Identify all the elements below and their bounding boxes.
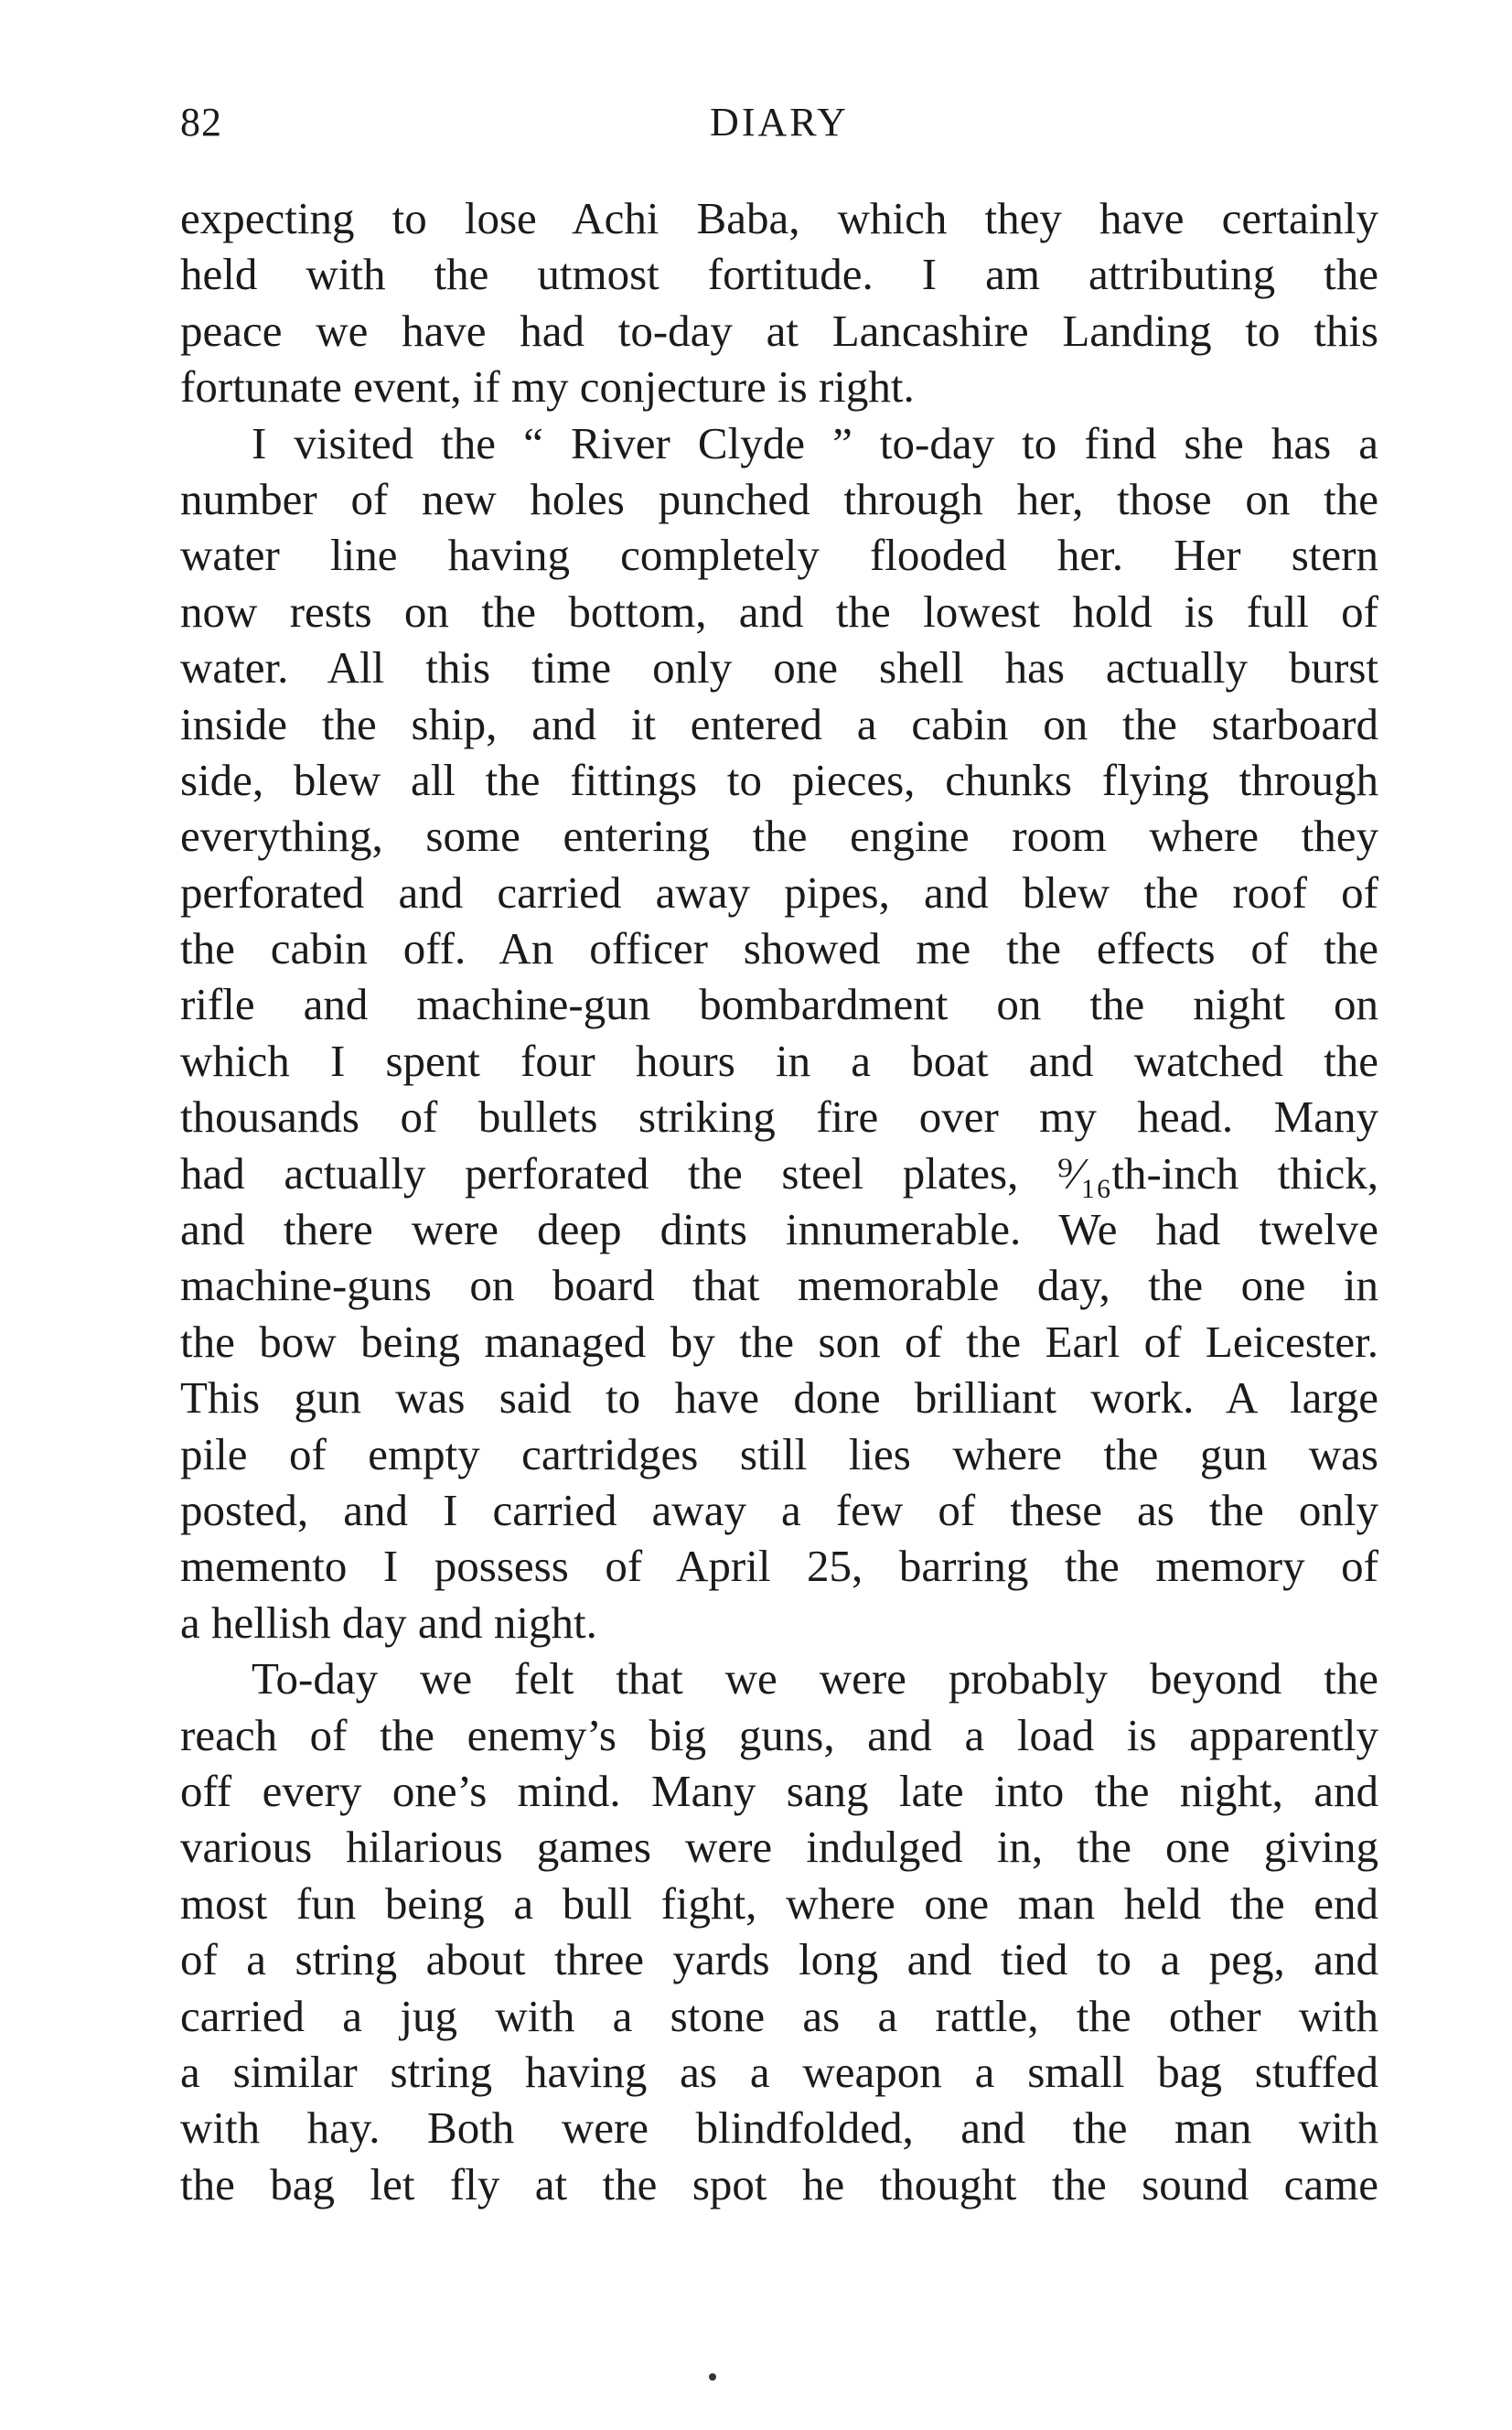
text-line: water. All this time only one shell has actually burst [180, 642, 1378, 694]
text-line: reach of the enemy’s big guns, and a load is apparently [180, 1709, 1378, 1760]
text-line: inside the ship, and it entered a cabin on the starboard [180, 698, 1378, 749]
text-line: off every one’s mind. Many sang late into the night, and [180, 1765, 1378, 1816]
text-line: water line having completely flooded her. Her stern [180, 530, 1378, 581]
text-line: everything, some entering the engine room where they [180, 811, 1378, 862]
page-number: 82 [180, 100, 222, 145]
text-line: most fun being a bull fight, where one man held the end [180, 1877, 1378, 1929]
paragraph [180, 1650, 1378, 2212]
text-line: of a string about three yards long and tied to a peg, and [180, 1934, 1378, 1985]
text-line: various hilarious games were indulged in, the one giving [180, 1822, 1378, 1873]
text-line: a similar string having as a weapon a small bag stuffed [180, 2046, 1378, 2097]
paragraph [180, 415, 1378, 1651]
text-line: which I spent four hours in a boat and watched the [180, 1035, 1378, 1086]
text-line: number of new holes punched through her, those on the [180, 473, 1378, 524]
text-line: the bow being managed by the son of the Earl of Leicester. [180, 1316, 1378, 1367]
text-line: with hay. Both were blindfolded, and the man with [180, 2102, 1378, 2154]
text-line: thousands of bullets striking fire over my head. Many [180, 1091, 1378, 1143]
text-line: the cabin off. An officer showed me the effects of the [180, 923, 1378, 974]
text-line: machine-guns on board that memorable day, the one in [180, 1260, 1378, 1311]
text-line: perforated and carried away pipes, and blew the roof of [180, 866, 1378, 918]
text-line: peace we have had to-day at Lancashire Landing to this [180, 305, 1378, 356]
text-line: a hellish day and night. [180, 1597, 597, 1648]
text-line: To-day we felt that we were probably beyond the [252, 1653, 1378, 1704]
text-line: now rests on the bottom, and the lowest hold is full of [180, 586, 1378, 637]
text-line: rifle and machine-gun bombardment on the night on [180, 979, 1378, 1030]
text-line: I visited the “ River Clyde ” to-day to find she has a [252, 417, 1378, 468]
text-line: posted, and I carried away a few of these as the only [180, 1484, 1378, 1535]
text-line: side, blew all the fittings to pieces, chunks flying through [180, 754, 1378, 805]
text-line: expecting to lose Achi Baba, which they have certainly [180, 193, 1378, 243]
printer-mark [709, 2373, 716, 2381]
body-text [180, 190, 1378, 2212]
page-header [180, 99, 1378, 154]
text-line: the bag let fly at the spot he thought the sound came [180, 2158, 1378, 2210]
text-line: pile of empty cartridges still lies where the gun was [180, 1428, 1378, 1479]
text-line: This gun was said to have done brilliant work. A large [180, 1372, 1378, 1424]
text-line: held with the utmost fortitude. I am attributing the [180, 249, 1378, 300]
text-line: carried a jug with a stone as a rattle, the other with [180, 1990, 1378, 2041]
text-line: had actually perforated the steel plates, ⁹⁄₁₆th-inch thick, [180, 1147, 1378, 1199]
running-head: DIARY [710, 100, 849, 145]
text-line: and there were deep dints innumerable. We had twelve [180, 1204, 1378, 1255]
text-line: memento I possess of April 25, barring the memory of [180, 1541, 1378, 1592]
paragraph [180, 190, 1378, 415]
text-line: fortunate event, if my conjecture is right. [180, 361, 915, 413]
